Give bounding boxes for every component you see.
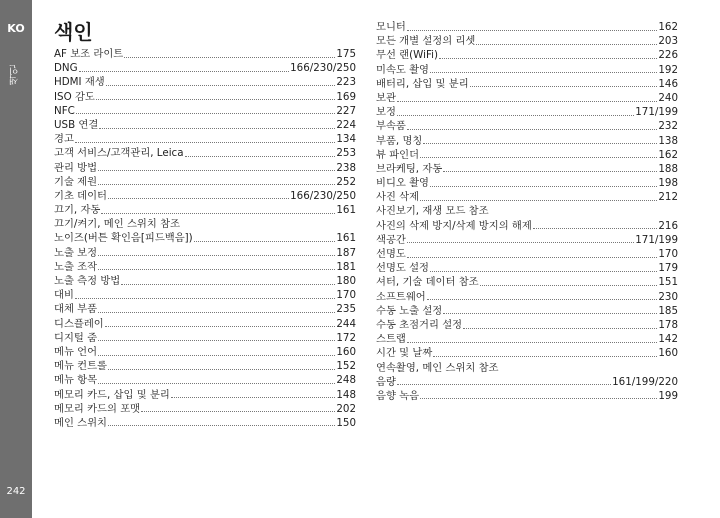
index-page-ref: 166/230/250 [290,62,356,75]
dot-leader [108,198,289,199]
index-entry [376,105,678,119]
index-entry [376,148,678,162]
index-entry [54,90,356,104]
dot-leader [420,200,657,201]
page-title: 색인 [54,20,93,44]
index-entry [54,75,356,89]
index-term: 메모리 카드, 삽입 및 분리 [54,388,170,401]
index-page-ref: 180 [336,275,356,287]
index-term: 관리 방법 [54,161,98,174]
index-term: 무선 랜(WiFi) [376,49,438,62]
index-term: 뷰 파인더 [376,148,420,161]
sidebar-tab [0,0,32,518]
index-term: 보관 [376,91,396,104]
index-term: 부속품 [376,120,406,133]
index-term: 경고 [54,133,74,146]
dot-leader [75,142,335,143]
index-entry [54,231,356,245]
dot-leader [397,384,611,385]
index-term: ISO 감도 [54,90,95,103]
dot-leader [443,313,657,314]
index-entry [54,331,356,345]
index-page-ref: 166/230/250 [290,189,356,202]
index-entry [54,104,356,118]
dot-leader [430,72,657,73]
index-page-ref: 151 [658,276,678,289]
dot-leader [423,143,657,144]
index-term: 메인 스위치 [54,416,108,429]
dot-leader [407,342,658,343]
index-page-ref: 223 [336,76,356,89]
index-entry [376,247,678,261]
index-term: 기술 제원 [54,175,98,188]
index-term: 배터리, 삽입 및 분리 [376,77,469,90]
index-term: DNG [54,62,78,75]
dot-leader [427,299,658,300]
index-entry [376,119,678,133]
index-entry [54,146,356,160]
index-term: 기초 데이터 [54,189,108,202]
index-page-ref: 248 [336,374,356,387]
index-term: 사진보기, 재생 모드 참조 [376,205,489,218]
index-entry [54,302,356,316]
dot-leader [99,128,335,129]
dot-leader [98,184,335,185]
dot-leader [76,113,336,114]
index-term: 끄기, 자동 [54,204,101,217]
index-page-ref: 202 [336,402,356,415]
dot-leader [476,44,657,45]
index-page-ref: 252 [336,175,356,188]
index-term: 선명도 설정 [376,262,430,275]
dot-leader [533,228,658,229]
index-column-left [54,47,356,430]
index-term: 선명도 [376,248,406,260]
index-entry [376,91,678,105]
index-entry [54,189,356,203]
index-entry [376,290,678,304]
dot-leader [407,242,634,243]
index-page-ref: 160 [336,345,356,358]
dot-leader [105,326,336,327]
index-entry [376,233,678,247]
index-entry [376,134,678,148]
index-page-ref: 203 [658,35,678,48]
index-term: 모든 개별 설정의 리셋 [376,35,476,48]
index-term: 모니터 [376,21,406,33]
dot-leader [101,213,335,214]
index-entry [54,416,356,430]
index-term: 노출 보정 [54,246,98,259]
index-entry [54,288,356,302]
dot-leader [98,383,335,384]
index-page-ref: 152 [336,360,356,373]
index-page-ref: 199 [658,389,678,402]
dot-leader [463,328,657,329]
index-page-ref: 175 [336,48,356,60]
dot-leader [439,58,657,59]
index-page-ref: 188 [658,162,678,175]
dot-leader [430,186,657,187]
dot-leader [108,369,335,370]
index-term: 디지털 줌 [54,331,98,344]
index-page-ref: 226 [658,49,678,62]
index-entry [54,388,356,402]
index-page-ref: 171/199 [635,233,678,246]
index-page-ref: 162 [658,21,678,33]
index-page-ref: 181 [336,260,356,273]
index-term: 수동 초점거리 설정 [376,318,463,331]
index-page-ref: 150 [336,416,356,429]
index-term: 부품, 명칭 [376,134,423,147]
dot-leader [194,241,336,242]
index-page-ref: 172 [336,331,356,344]
dot-leader [407,129,658,130]
index-entry [54,274,356,288]
index-page-ref: 227 [336,104,356,117]
index-entry [376,77,678,91]
index-entry [54,217,356,231]
index-entry [54,132,356,146]
index-entry [54,373,356,387]
index-term: 음향 녹음 [376,389,420,402]
index-term: 디스플레이 [54,317,104,330]
dot-leader [98,312,335,313]
index-page-ref: 230 [658,290,678,303]
dot-leader [98,340,335,341]
index-entry [54,47,356,61]
index-page-ref: 161 [336,232,356,245]
index-page-ref: 240 [658,91,678,104]
index-entry [376,389,678,403]
index-term: 메뉴 항목 [54,374,98,387]
index-entry [54,61,356,75]
index-entry [376,162,678,176]
dot-leader [185,156,336,157]
index-term: 미속도 촬영 [376,63,430,76]
dot-leader [98,170,335,171]
index-page-ref: 232 [658,120,678,133]
index-entry [54,317,356,331]
index-term: 고객 서비스/고객관리, Leica [54,147,184,160]
index-column-right [376,20,678,403]
index-term: 비디오 촬영 [376,177,430,190]
index-term: 시간 및 날짜 [376,347,433,360]
index-term: 메뉴 컨트롤 [54,360,108,373]
index-entry [376,332,678,346]
index-entry [376,361,678,375]
dot-leader [121,284,335,285]
index-page-ref: 244 [336,317,356,330]
index-page-ref: 160 [658,347,678,360]
dot-leader [430,271,657,272]
index-page-ref: 178 [658,318,678,331]
index-entry [376,63,678,77]
index-entry [376,275,678,289]
index-entry [54,175,356,189]
index-entry [54,203,356,217]
index-entry [376,190,678,204]
index-entry [376,48,678,62]
index-entry [376,204,678,218]
index-page-ref: 216 [658,219,678,232]
index-page-ref: 171/199 [635,106,678,119]
dot-leader [106,85,336,86]
index-entry [376,261,678,275]
dot-leader [397,101,657,102]
index-term: 대비 [54,289,74,302]
dot-leader [108,425,335,426]
index-page-ref: 179 [658,262,678,275]
index-term: USB 연결 [54,118,99,131]
dot-leader [420,157,657,158]
index-term: HDMI 재생 [54,76,105,89]
dot-leader [420,398,657,399]
index-entry [376,34,678,48]
dot-leader [443,171,657,172]
index-page-ref: 169 [336,90,356,103]
index-entry [376,20,678,34]
index-entry [54,402,356,416]
index-page-ref: 253 [336,147,356,160]
index-term: 사진 삭제 [376,191,420,204]
index-page-ref: 185 [658,304,678,317]
index-entry [376,304,678,318]
index-entry [54,246,356,260]
index-page-ref: 161 [336,204,356,217]
index-term: 셔터, 기술 데이터 참조 [376,276,479,289]
dot-leader [79,71,289,72]
index-entry [376,318,678,332]
index-page-ref: 148 [336,388,356,401]
index-term: 소프트웨어 [376,290,426,303]
language-label: KO [7,22,25,35]
index-page-ref: 162 [658,148,678,161]
index-entry [54,118,356,132]
dot-leader [96,99,335,100]
index-page-ref: 138 [658,134,678,147]
dot-leader [171,397,336,398]
index-term: 노출 조작 [54,260,98,273]
index-page-ref: 170 [658,248,678,260]
dot-leader [98,269,335,270]
index-term: 연속촬영, 메인 스위치 참조 [376,361,499,374]
index-entry [54,359,356,373]
index-entry [54,260,356,274]
index-term: 대체 부품 [54,303,98,316]
index-page-ref: 142 [658,333,678,346]
dot-leader [124,57,335,58]
index-term: 스트랩 [376,333,406,346]
index-page-ref: 192 [658,63,678,76]
index-term: 브라케팅, 자동 [376,162,443,175]
dot-leader [480,285,658,286]
dot-leader [75,298,335,299]
section-label: 색인 [10,65,21,85]
index-page-ref: 224 [336,118,356,131]
index-entry [54,161,356,175]
index-term: 수동 노출 설정 [376,304,443,317]
index-page-ref: 212 [658,191,678,204]
dot-leader [433,356,657,357]
dot-leader [407,30,658,31]
index-term: 보정 [376,106,396,119]
dot-leader [98,255,335,256]
index-page-ref: 198 [658,177,678,190]
dot-leader [397,115,634,116]
index-page-ref: 170 [336,289,356,302]
dot-leader [407,257,658,258]
index-term: AF 보조 라이트 [54,48,124,60]
index-page-ref: 146 [658,77,678,90]
index-term: 노이즈(버튼 확인음[피드백음]) [54,232,193,245]
index-term: 끄기/켜기, 메인 스위치 참조 [54,218,180,231]
index-entry [376,176,678,190]
index-entry [54,345,356,359]
index-entry [376,375,678,389]
index-term: NFC [54,104,75,117]
index-term: 노출 측정 방법 [54,275,121,287]
dot-leader [98,355,335,356]
index-term: 메뉴 언어 [54,345,98,358]
page-number: 242 [6,486,26,497]
index-term: 음량 [376,375,396,388]
index-entry [376,219,678,233]
index-page-ref: 187 [336,246,356,259]
index-term: 메모리 카드의 포맷 [54,402,141,415]
dot-leader [141,411,335,412]
index-page-ref: 161/199/220 [612,375,678,388]
dot-leader [470,86,658,87]
index-entry [376,346,678,360]
index-term: 사진의 삭제 방지/삭제 방지의 해제 [376,219,532,232]
index-page-ref: 235 [336,303,356,316]
index-page-ref: 134 [336,133,356,146]
index-page-ref: 238 [336,161,356,174]
index-term: 색공간 [376,233,406,246]
